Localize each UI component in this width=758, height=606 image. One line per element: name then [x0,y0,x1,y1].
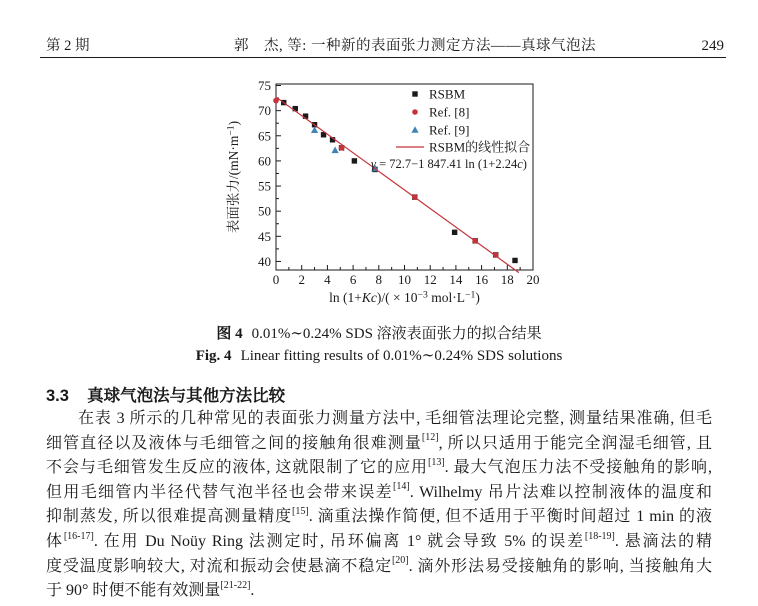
y-axis-label: 表面张力$/(mN\cdot m^{-1})$ [225,120,241,234]
paragraph-line: 细管直径以及液体与毛细管之间的接触角很难测量[12], 所以只适用于能完全润湿毛细管, 且 [46,432,712,452]
ref9-point [332,147,339,154]
legend-label: RSBM的线性拟合 [429,139,531,155]
figure-caption-cn [0,322,758,343]
legend-triangle-swatch [411,126,418,133]
paragraph-line: 于 90° 时便不能有效测量[21-22]. [46,579,255,600]
x-tick-label: 6 [349,272,357,287]
y-tick-label: 45 [258,228,271,244]
x-tick-label: 16 [475,272,489,287]
fit-line [276,97,519,273]
x-tick-label: 8 [375,272,383,287]
section-heading [46,382,285,406]
figure-caption-en [0,346,758,365]
x-tick-label: 12 [423,272,437,287]
section-number: 3.3 [46,387,69,405]
legend-circle-swatch [412,109,418,115]
legend-square-swatch [412,91,417,96]
x-tick-label: 14 [449,272,463,287]
section-title: 真球气泡法与其他方法比较 [87,387,286,405]
paragraph-line: 体[16-17]. 在用 Du Noüy Ring 法测定时, 吊环偏离 1° 就会导致 5% 的误差[18-19]. 悬滴法的精 [46,530,712,550]
y-tick-label: 65 [258,128,271,144]
y-tick-label: 75 [258,80,271,94]
legend-label: RSBM [429,86,466,102]
paragraph-line: 但用毛细管内半径代替气泡半径也会带来误差[14]. Wilhelmy 吊片法难以控制液体的温度和 [46,481,712,501]
y-tick-label: 55 [258,178,271,194]
fit-equation: γ = 72.7−1 847.41 ln (1+2.24c) [371,157,527,171]
paragraph-line: 度受温度影响较大, 对流和振动会使悬滴不稳定[20]. 滴外形法易受接触角的影响, 当接触角大 [46,555,712,575]
y-tick-label: 70 [258,103,271,119]
x-tick-label: 20 [526,272,540,287]
rsbm-point [352,158,357,163]
journal-header [40,34,726,56]
figure-caption-en-text: Linear fitting results of 0.01%∼0.24% SDS solutions [240,348,563,364]
x-tick-label: 10 [398,272,411,287]
legend-label: Ref. [8] [429,104,470,120]
y-tick-label: 60 [258,153,271,169]
x-tick-label: 4 [324,272,331,287]
y-tick-label: 50 [258,203,271,219]
paragraph-line: 不会与毛细管发生反应的液体, 这就限制了它的应用[13]. 最大气泡压力法不受接触角的影响, [46,456,712,477]
figure-4-chart [225,80,545,310]
figure-label-cn: 图 4 [216,326,243,342]
header-rule [40,57,726,58]
issue-number: 第 2 期 [46,38,90,54]
x-axis-label: $\ln (1+Kc)/( \times 10^{-3}$ $mol\cdot L^{-1}$) [329,289,480,305]
rsbm-point [452,230,457,235]
x-tick-label: 18 [500,272,514,287]
scatter-plot [225,80,545,310]
y-tick-label: 40 [258,253,271,269]
paragraph-line: 在表 3 所示的几种常见的表面张力测量方法中, 毛细管法理论完整, 测量结果准确, 但毛 [78,410,712,427]
legend-label: Ref. [9] [429,122,470,138]
running-title: 郭 杰, 等: 一种新的表面张力测定方法——真球气泡法 [234,38,596,54]
page-number: 249 [701,38,724,54]
x-tick-label: 2 [298,272,305,287]
figure-label-en: Fig. 4 [195,348,232,364]
paragraph-line: 抑制蒸发, 所以很难提高测量精度[15]. 滴重法操作简便, 但不适用于平衡时间超过 1 min 的液 [46,506,712,526]
plot-frame [276,84,533,270]
rsbm-point [512,258,517,263]
figure-caption-cn-text: 0.01%∼0.24% SDS 溶液表面张力的拟合结果 [251,326,542,342]
x-tick-label: 0 [272,272,280,287]
body-paragraph [46,407,712,604]
